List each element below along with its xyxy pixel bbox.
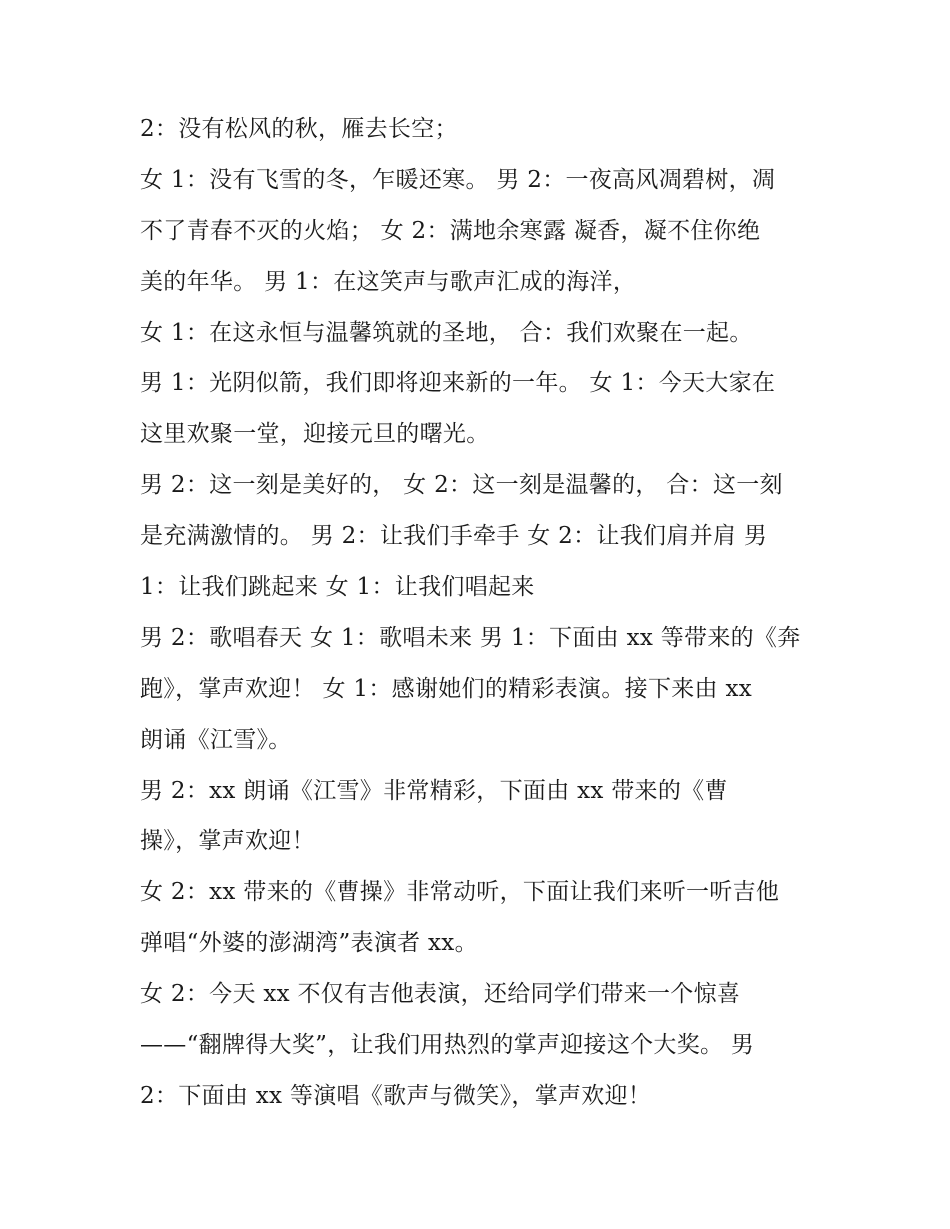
text-line-12: 跑》，掌声欢迎！ 女 1：感谢她们的精彩表演。接下来由 xx bbox=[140, 675, 753, 702]
text-line-14: 男 2：xx 朗诵《江雪》非常精彩，下面由 xx 带来的《曹 bbox=[140, 777, 728, 804]
script-text-block bbox=[140, 104, 840, 1122]
text-line-3: 不了青春不灭的火焰； 女 2：满地余寒露 凝香，凝不住你绝 bbox=[140, 217, 761, 244]
text-line-13: 朗诵《江雪》。 bbox=[140, 726, 292, 753]
text-line-20: 2：下面由 xx 等演唱《歌声与微笑》，掌声欢迎！ bbox=[140, 1082, 652, 1109]
text-line-4: 美的年华。 男 1：在这笑声与歌声汇成的海洋， bbox=[140, 268, 637, 295]
text-line-7: 这里欢聚一堂，迎接元旦的曙光。 bbox=[140, 421, 490, 448]
text-line-18: 女 2：今天 xx 不仅有吉他表演，还给同学们带来一个惊喜 bbox=[140, 981, 741, 1008]
text-line-15: 操》，掌声欢迎！ bbox=[140, 828, 315, 855]
text-line-11: 男 2：歌唱春天 女 1：歌唱未来 男 1：下面由 xx 等带来的《奔 bbox=[140, 624, 801, 651]
text-line-6: 男 1：光阴似箭，我们即将迎来新的一年。 女 1：今天大家在 bbox=[140, 370, 776, 397]
text-line-19: ——“翻牌得大奖”，让我们用热烈的掌声迎接这个大奖。 男 bbox=[140, 1032, 755, 1059]
text-line-2: 女 1：没有飞雪的冬，乍暖还寒。 男 2：一夜高风凋碧树，凋 bbox=[140, 166, 776, 193]
text-line-10: 1：让我们跳起来 女 1：让我们唱起来 bbox=[140, 574, 535, 601]
text-line-1: 2：没有松风的秋，雁去长空； bbox=[140, 116, 458, 142]
text-line-9: 是充满激情的。 男 2：让我们手牵手 女 2：让我们肩并肩 男 bbox=[140, 523, 768, 550]
text-line-16: 女 2：xx 带来的《曹操》非常动听，下面让我们来听一听吉他 bbox=[140, 879, 780, 906]
text-line-8: 男 2：这一刻是美好的， 女 2：这一刻是温馨的， 合：这一刻 bbox=[140, 472, 783, 499]
text-line-5: 女 1：在这永恒与温馨筑就的圣地， 合：我们欢聚在一起。 bbox=[140, 319, 753, 346]
text-line-17: 弹唱“外婆的澎湖湾”表演者 xx。 bbox=[140, 930, 478, 957]
